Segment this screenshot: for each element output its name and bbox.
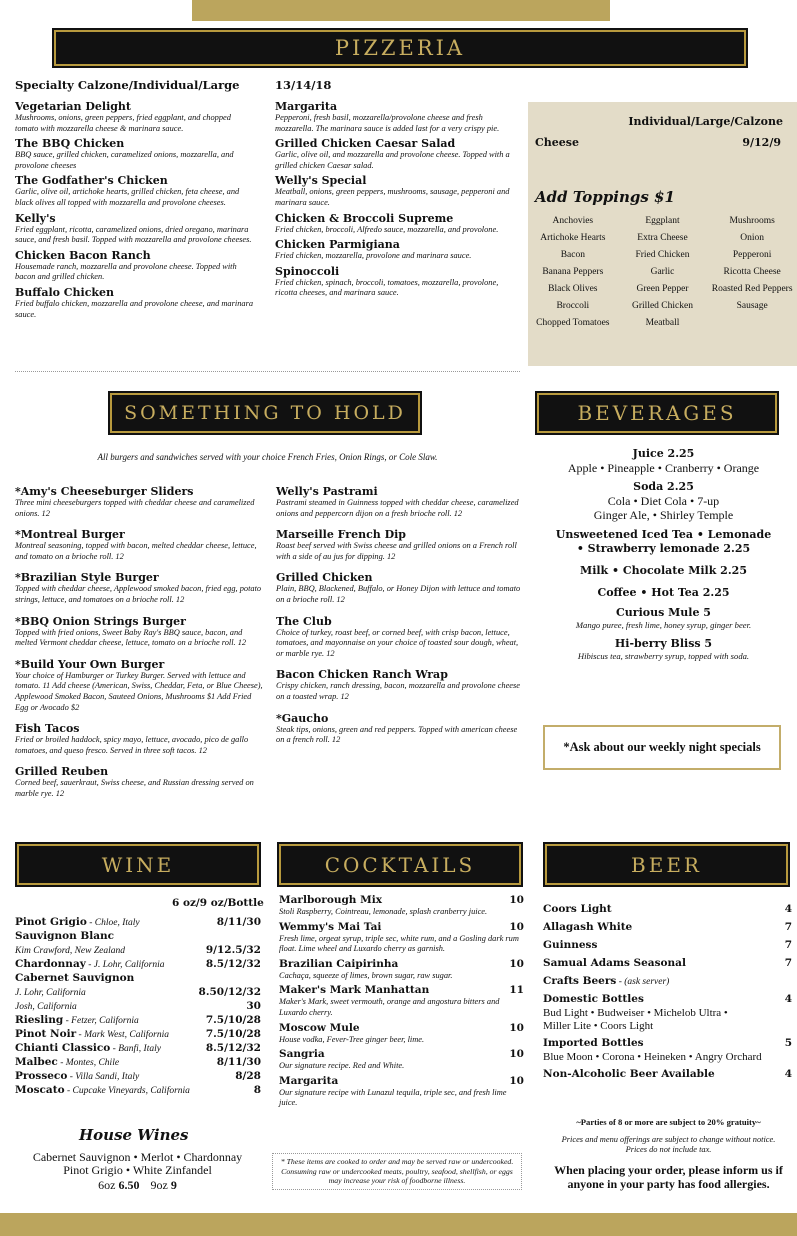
topping: Mushrooms bbox=[729, 216, 775, 226]
menu-item bbox=[276, 668, 524, 702]
beer-name: Coors Light bbox=[543, 903, 612, 915]
beer-name: Crafts Beers bbox=[543, 975, 617, 987]
menu-item bbox=[15, 174, 255, 208]
pizzeria-banner: PIZZERIA bbox=[54, 30, 746, 66]
beer-row bbox=[543, 993, 792, 1007]
menu-item bbox=[15, 615, 263, 649]
cocktail-name: Brazilian Caipirinha bbox=[279, 957, 399, 970]
cocktail-name: Maker's Mark Manhattan bbox=[279, 984, 430, 997]
wine-sub: J. Lohr, California bbox=[15, 988, 86, 998]
cocktail-name: Sangria bbox=[279, 1048, 325, 1061]
mule-desc: Mango puree, fresh lime, honey syrup, ginger beer. bbox=[575, 620, 752, 630]
item-desc: Fried chicken, mozzarella, provolone and marinara sauce. bbox=[275, 251, 472, 261]
beer-price: 4 bbox=[784, 993, 792, 1005]
house-6oz: 6oz bbox=[98, 1178, 116, 1192]
wine-row bbox=[15, 972, 261, 986]
item-name: Spinoccoli bbox=[275, 264, 340, 278]
beverages-banner: BEVERAGES bbox=[537, 393, 777, 433]
item-name: *BBQ Onion Strings Burger bbox=[15, 614, 186, 628]
cocktails-list bbox=[279, 894, 524, 1112]
menu-item bbox=[15, 286, 255, 320]
beer-desc: Blue Moon • Corona • Heineken • Angry Orchard bbox=[543, 1051, 762, 1063]
beer-price: 5 bbox=[784, 1037, 792, 1049]
toppings-grid bbox=[528, 216, 797, 329]
item-desc: Pastrami steamed in Guinness topped with cheddar cheese, caramelized onions and peppercorn dijon on a fresh brioche roll. 12 bbox=[276, 498, 519, 518]
house-wines bbox=[10, 1151, 265, 1192]
milk-line: Milk • Chocolate Milk 2.25 bbox=[580, 564, 747, 577]
topping: Onion bbox=[740, 233, 765, 243]
pizzeria-left-list bbox=[15, 100, 255, 323]
topping: Eggplant bbox=[645, 216, 680, 226]
wine-sub: - Montes, Chile bbox=[57, 1058, 120, 1068]
topping: Garlic bbox=[650, 267, 675, 277]
item-name: Chicken Bacon Ranch bbox=[15, 248, 151, 262]
bliss-title: Hi-berry Bliss 5 bbox=[614, 637, 713, 650]
item-desc: Housemade ranch, mozzarella and provolone cheese. Topped with bacon and grilled chicken. bbox=[15, 261, 237, 282]
cocktail-price: 10 bbox=[509, 1048, 524, 1061]
wine-sub: - Fetzer, California bbox=[63, 1016, 139, 1026]
top-bar bbox=[192, 0, 610, 21]
toppings-panel bbox=[528, 102, 797, 366]
juice-list: Apple • Pineapple • Cranberry • Orange bbox=[567, 461, 760, 475]
beer-row bbox=[543, 1037, 792, 1051]
cocktail-item bbox=[279, 921, 524, 955]
item-desc: Fried eggplant, ricotta, caramelized onions, dried oregano, marinara sauce, and fresh basil. Topped with mozzarella and provolone cheeses. bbox=[15, 224, 252, 245]
cheese-header: Individual/Large/Calzone bbox=[628, 115, 783, 128]
wine-price: 9/12.5/32 bbox=[205, 944, 261, 956]
beer-price: 7 bbox=[784, 921, 792, 933]
topping: Chopped Tomatoes bbox=[536, 318, 610, 328]
item-name: Grilled Chicken bbox=[276, 571, 373, 585]
beer-desc: Miller Lite • Coors Light bbox=[543, 1020, 654, 1032]
wine-banner: WINE bbox=[17, 844, 259, 885]
topping: Broccoli bbox=[556, 301, 590, 311]
item-name: *Build Your Own Burger bbox=[15, 657, 165, 671]
wine-name: Malbec bbox=[15, 1056, 58, 1068]
menu-item bbox=[15, 249, 255, 283]
beer-price: 4 bbox=[784, 1068, 792, 1080]
topping: Roasted Red Peppers bbox=[711, 284, 793, 294]
item-name: Welly's Pastrami bbox=[276, 485, 378, 498]
cocktails-banner: COCKTAILS bbox=[279, 844, 521, 885]
topping: Fried Chicken bbox=[635, 250, 690, 260]
item-desc: Plain, BBQ, Blackened, Buffalo, or Honey Dijon with lettuce and tomato on a brioche roll. 12 bbox=[276, 584, 521, 604]
prices-note-1: Prices and menu offerings are subject to change without notice. bbox=[561, 1135, 776, 1144]
specials-box bbox=[543, 725, 781, 770]
menu-item bbox=[276, 528, 524, 562]
beer-desc: Bud Light • Budweiser • Michelob Ultra • bbox=[543, 1007, 728, 1019]
beer-name: Domestic Bottles bbox=[543, 993, 644, 1005]
wine-price: 8.5/12/32 bbox=[205, 958, 261, 970]
item-name: The Club bbox=[276, 614, 332, 628]
wine-name: Pinot Noir bbox=[15, 1028, 77, 1040]
wine-price: 7.5/10/28 bbox=[205, 1014, 261, 1026]
menu-item bbox=[275, 137, 517, 171]
wine-name: Chianti Classico bbox=[15, 1042, 111, 1054]
topping: Banana Peppers bbox=[542, 267, 604, 277]
item-name: Welly's Special bbox=[275, 174, 367, 188]
house-line-1: Cabernet Sauvignon • Merlot • Chardonnay bbox=[32, 1150, 243, 1164]
beer-row bbox=[543, 939, 792, 953]
wine-row bbox=[15, 1028, 261, 1042]
menu-item bbox=[15, 571, 263, 605]
item-desc: Topped with fried onions, Sweet Baby Ray's BBQ sauce, bacon, and melted Vermont cheddar cheese, lettuce, tomato on a brioche roll. 12 bbox=[15, 627, 247, 648]
wine-price: 8/28 bbox=[235, 1070, 261, 1082]
beer-price: 7 bbox=[784, 939, 792, 951]
item-name: Bacon Chicken Ranch Wrap bbox=[276, 668, 448, 682]
wine-row bbox=[15, 1070, 261, 1084]
bliss-desc: Hibiscus tea, strawberry syrup, topped with soda. bbox=[577, 651, 750, 661]
soda-title: Soda 2.25 bbox=[633, 480, 694, 493]
cocktail-price: 10 bbox=[509, 1074, 524, 1087]
topping: Black Olives bbox=[548, 284, 598, 294]
wine-price: 7.5/10/28 bbox=[205, 1028, 261, 1040]
menu-item bbox=[275, 265, 517, 299]
beer-name: Guinness bbox=[543, 939, 598, 951]
item-name: Grilled Reuben bbox=[15, 765, 109, 779]
cocktail-desc: Maker's Mark, sweet vermouth, orange and angostura bitters and Luxardo cherry. bbox=[279, 997, 500, 1017]
menu-item bbox=[275, 100, 517, 134]
menu-item bbox=[275, 212, 517, 236]
cocktail-item bbox=[279, 1048, 524, 1072]
gratuity-note: ~Parties of 8 or more are subject to 20% gratuity~ bbox=[576, 1117, 761, 1127]
wine-price: 8.5/12/32 bbox=[205, 1042, 261, 1054]
item-desc: Fried chicken, broccoli, Alfredo sauce, mozzarella, and provolone. bbox=[275, 224, 499, 234]
wine-price: 8/11/30 bbox=[216, 916, 261, 928]
beer-row bbox=[543, 975, 792, 989]
house-pricing bbox=[10, 1179, 265, 1192]
cheese-label: Cheese bbox=[535, 136, 579, 149]
menu-item bbox=[15, 137, 255, 171]
house-9oz-price: 9 bbox=[170, 1178, 177, 1192]
juice-title: Juice 2.25 bbox=[632, 447, 695, 460]
beer-row bbox=[543, 1020, 792, 1033]
topping: Extra Cheese bbox=[637, 233, 688, 243]
menu-item bbox=[275, 238, 517, 262]
wine-row bbox=[15, 916, 261, 930]
menu-item bbox=[275, 174, 517, 208]
prices-note-2: Prices do not include tax. bbox=[625, 1145, 712, 1154]
pizzeria-right-list bbox=[275, 100, 517, 302]
wine-header: 6 oz/9 oz/Bottle bbox=[172, 897, 264, 909]
beer-row bbox=[543, 1051, 792, 1064]
wine-name: Pinot Grigio bbox=[15, 916, 87, 928]
hold-note: All burgers and sandwiches served with your choice French Fries, Onion Rings, or Cole Slaw. bbox=[97, 452, 438, 462]
wine-row bbox=[15, 1084, 261, 1098]
wine-name: Sauvignon Blanc bbox=[15, 930, 115, 942]
item-desc: Three mini cheeseburgers topped with cheddar cheese and caramelized onions. 12 bbox=[15, 498, 255, 518]
item-desc: Mushrooms, onions, green peppers, fried eggplant, and chopped tomato with mozzarella cheese & marinara sauce. bbox=[15, 113, 231, 133]
hold-banner: SOMETHING TO HOLD bbox=[110, 393, 420, 433]
item-name: Grilled Chicken Caesar Salad bbox=[275, 137, 456, 151]
wine-sub: - J. Lohr, California bbox=[85, 960, 165, 970]
item-desc: Montreal seasoning, topped with bacon, melted cheddar cheese, lettuce, and tomato on a brioche roll. 12 bbox=[15, 541, 257, 561]
wine-sub: - Mark West, California bbox=[76, 1030, 169, 1040]
wine-sub: - Cupcake Vineyards, California bbox=[64, 1086, 190, 1096]
item-name: *Gaucho bbox=[276, 711, 329, 725]
item-desc: Choice of turkey, roast beef, or corned beef, with crisp bacon, lettuce, tomatoes, and mayonnaise on your choice of toasted sour dough, wheat, or marble rye. 12 bbox=[276, 627, 519, 658]
prices-note bbox=[540, 1135, 797, 1155]
tea-line-2: • Strawberry lemonade 2.25 bbox=[576, 542, 751, 555]
item-desc: Garlic, olive oil, and mozzarella and provolone cheese. Topped with a grilled chicken Caesar salad. bbox=[275, 150, 510, 170]
topping: Green Pepper bbox=[636, 284, 689, 294]
topping: Meatball bbox=[645, 318, 680, 328]
cocktail-desc: House vodka, Fever-Tree ginger beer, lime. bbox=[279, 1034, 425, 1044]
item-name: Margarita bbox=[275, 100, 338, 113]
bottom-bar bbox=[0, 1213, 797, 1236]
beer-desc: - (ask server) bbox=[616, 977, 670, 987]
menu-item bbox=[15, 658, 263, 713]
item-name: Vegetarian Delight bbox=[15, 100, 132, 113]
beer-name: Imported Bottles bbox=[543, 1037, 644, 1049]
calzone-prices: 13/14/18 bbox=[275, 78, 332, 92]
cocktail-price: 10 bbox=[509, 894, 524, 906]
cocktail-name: Moscow Mule bbox=[279, 1021, 360, 1034]
allergy-note: When placing your order, please inform us if anyone in your party has food allergies. bbox=[554, 1163, 783, 1191]
beer-row bbox=[543, 957, 792, 971]
menu-item bbox=[15, 528, 263, 562]
item-desc: Your choice of Hamburger or Turkey Burger. Served with lettuce and tomato. 11 Add cheese (American, Swiss, Cheddar, Feta, or Blue Cheese), Applewood Smoked Bacon, Sauteed Onions, Mushrooms $1 Add Fried Egg or Avocado $2 bbox=[15, 670, 263, 712]
hold-right-list bbox=[276, 485, 524, 749]
topping: Bacon bbox=[560, 250, 585, 260]
wine-row bbox=[15, 1042, 261, 1056]
wine-name: Prosseco bbox=[15, 1070, 68, 1082]
wine-name: Cabernet Sauvignon bbox=[15, 972, 135, 984]
beer-price: 7 bbox=[784, 957, 792, 969]
wine-price: 30 bbox=[246, 1000, 261, 1012]
beer-row bbox=[543, 1007, 792, 1020]
item-name: *Montreal Burger bbox=[15, 528, 125, 542]
item-desc: Fried buffalo chicken, mozzarella and provolone cheese, and marinara sauce. bbox=[15, 298, 254, 319]
item-desc: Crispy chicken, ranch dressing, bacon, mozzarella and provolone cheese on a toasted wrap. 12 bbox=[276, 681, 520, 701]
item-name: The BBQ Chicken bbox=[15, 137, 125, 151]
item-name: *Amy's Cheeseburger Sliders bbox=[15, 485, 194, 498]
beverages-list bbox=[530, 447, 797, 662]
item-name: Buffalo Chicken bbox=[15, 285, 115, 299]
topping: Sausage bbox=[736, 301, 768, 311]
menu-item bbox=[15, 212, 255, 246]
beer-name: Non-Alcoholic Beer Available bbox=[543, 1068, 715, 1080]
cocktail-price: 11 bbox=[509, 984, 524, 997]
house-6oz-price: 6.50 bbox=[118, 1178, 140, 1192]
calzone-header: Specialty Calzone/Individual/Large bbox=[15, 78, 240, 92]
specials-text: *Ask about our weekly night specials bbox=[563, 740, 761, 754]
item-desc: Garlic, olive oil, artichoke hearts, grilled chicken, feta cheese, and black olives all topped with mozzarella and provolone cheeses. bbox=[15, 187, 240, 207]
wine-row bbox=[15, 986, 261, 1000]
tea-line-1: Unsweetened Iced Tea • Lemonade bbox=[555, 528, 772, 541]
cocktail-item bbox=[279, 1022, 524, 1046]
menu-item bbox=[15, 100, 255, 134]
menu-item bbox=[276, 485, 524, 519]
wine-sub: - Banfi, Italy bbox=[110, 1044, 161, 1054]
menu-item bbox=[276, 571, 524, 605]
cocktail-item bbox=[279, 894, 524, 918]
soda-list-2: Ginger Ale, • Shirley Temple bbox=[593, 508, 734, 522]
cocktail-item bbox=[279, 958, 524, 982]
topping: Ricotta Cheese bbox=[723, 267, 781, 277]
beer-name: Allagash White bbox=[543, 921, 633, 933]
item-desc: Steak tips, onions, green and red peppers. Topped with american cheese on a french roll. 12 bbox=[276, 724, 518, 745]
mule-title: Curious Mule 5 bbox=[616, 606, 711, 619]
wine-sub: - Chloe, Italy bbox=[86, 918, 140, 928]
cocktail-desc: Our signature recipe with Lunazul tequila, triple sec, and fresh lime juice. bbox=[279, 1087, 507, 1108]
item-name: Marseille French Dip bbox=[276, 528, 406, 542]
cocktail-desc: Cachaça, squeeze of limes, brown sugar, raw sugar. bbox=[279, 970, 453, 980]
wine-row bbox=[15, 1014, 261, 1028]
hold-left-list bbox=[15, 485, 263, 803]
topping: Anchovies bbox=[552, 216, 594, 226]
item-desc: Fried chicken, spinach, broccoli, tomatoes, mozzarella, provolone, ricotta cheeses, and marinara sauce. bbox=[275, 277, 499, 298]
item-name: The Godfather's Chicken bbox=[15, 174, 168, 188]
item-name: Chicken Parmigiana bbox=[275, 238, 400, 252]
wine-row bbox=[15, 944, 261, 958]
beer-row bbox=[543, 903, 792, 917]
topping: Grilled Chicken bbox=[632, 301, 693, 311]
item-name: Chicken & Broccoli Supreme bbox=[275, 211, 454, 225]
wine-sub: Josh, California bbox=[15, 1002, 77, 1012]
cocktail-desc: Our signature recipe. Red and White. bbox=[279, 1061, 405, 1071]
wine-row bbox=[15, 930, 261, 944]
item-desc: Corned beef, sauerkraut, Swiss cheese, and Russian dressing served on marble rye. 12 bbox=[15, 778, 254, 798]
item-name: *Brazilian Style Burger bbox=[15, 571, 159, 585]
item-desc: BBQ sauce, grilled chicken, caramelized onions, mozzarella, and provolone cheeses bbox=[15, 150, 234, 170]
toppings-title: Add Toppings $1 bbox=[535, 188, 675, 206]
beer-row bbox=[543, 921, 792, 935]
item-desc: Pepperoni, fresh basil, mozzarella/provolone cheese and fresh mozzarella. The marinara sauce is added last for a very crispy pie. bbox=[275, 113, 500, 133]
wine-sub: Kim Crawford, New Zealand bbox=[15, 946, 125, 956]
menu-item bbox=[15, 722, 263, 756]
wine-price: 8/11/30 bbox=[216, 1056, 261, 1068]
wine-price: 8 bbox=[253, 1084, 261, 1096]
beer-row bbox=[543, 1068, 792, 1082]
wine-name: Chardonnay bbox=[15, 958, 86, 970]
menu-item bbox=[276, 615, 524, 660]
cocktail-desc: Stoli Raspberry, Cointreau, lemonade, splash cranberry juice. bbox=[279, 907, 488, 916]
wine-list bbox=[15, 916, 261, 1098]
item-desc: Topped with cheddar cheese, Applewood smoked bacon, fried egg, potato strings, lettuce, and tomatoes on a brioche roll. 12 bbox=[15, 584, 262, 604]
cocktail-name: Marlborough Mix bbox=[279, 894, 382, 906]
cocktail-price: 10 bbox=[509, 957, 524, 970]
wine-name: Moscato bbox=[15, 1084, 65, 1096]
divider bbox=[15, 371, 520, 372]
cocktail-desc: Fresh lime, orgeat syrup, triple sec, white rum, and a Gosling dark rum float. Lime wheel and Luxardo cherry as garnish. bbox=[279, 933, 519, 954]
wine-row bbox=[15, 1000, 261, 1014]
item-name: Kelly's bbox=[15, 211, 56, 225]
wine-price: 8.50/12/32 bbox=[198, 986, 261, 998]
beer-price: 4 bbox=[784, 903, 792, 915]
beer-banner: BEER bbox=[545, 844, 788, 885]
menu-item bbox=[15, 765, 263, 799]
wine-sub: - Villa Sandi, Italy bbox=[67, 1072, 140, 1082]
house-line-2: Pinot Grigio • White Zinfandel bbox=[63, 1163, 212, 1177]
item-name: Fish Tacos bbox=[15, 722, 80, 736]
cocktail-price: 10 bbox=[509, 920, 524, 933]
cocktail-item bbox=[279, 1075, 524, 1109]
item-desc: Meatball, onions, green peppers, mushrooms, sausage, pepperoni and marinara sauce. bbox=[275, 187, 510, 207]
beer-list bbox=[543, 903, 792, 1082]
item-desc: Roast beef served with Swiss cheese and grilled onions on a French roll with a side of au jus for dipping. 12 bbox=[276, 541, 517, 561]
menu-item bbox=[15, 485, 263, 519]
cheese-prices: 9/12/9 bbox=[742, 136, 781, 149]
cocktail-name: Wemmy's Mai Tai bbox=[279, 920, 382, 933]
wine-row bbox=[15, 1056, 261, 1070]
wine-name: Riesling bbox=[15, 1014, 64, 1026]
topping: Artichoke Hearts bbox=[540, 233, 606, 243]
item-desc: Fried or broiled haddock, spicy mayo, lettuce, avocado, pico de gallo tomatoes, and queso fresco. Served in three soft tacos. 12 bbox=[15, 735, 249, 755]
house-9oz: 9oz bbox=[150, 1178, 168, 1192]
menu-item bbox=[276, 712, 524, 746]
raw-warning: * These items are cooked to order and may be served raw or undercooked. Consuming raw or undercooked meats, poultry, seafood, shellfish, or eggs may increase your risk of foodborne illness. bbox=[272, 1153, 522, 1190]
cocktail-price: 10 bbox=[509, 1021, 524, 1034]
beer-name: Samual Adams Seasonal bbox=[543, 957, 686, 969]
wine-row bbox=[15, 958, 261, 972]
house-wines-title: House Wines bbox=[79, 1126, 189, 1144]
cocktail-item bbox=[279, 984, 524, 1018]
soda-list-1: Cola • Diet Cola • 7-up bbox=[607, 494, 720, 508]
coffee-line: Coffee • Hot Tea 2.25 bbox=[597, 586, 730, 599]
cocktail-name: Margarita bbox=[279, 1074, 339, 1087]
topping: Pepperoni bbox=[732, 250, 772, 260]
